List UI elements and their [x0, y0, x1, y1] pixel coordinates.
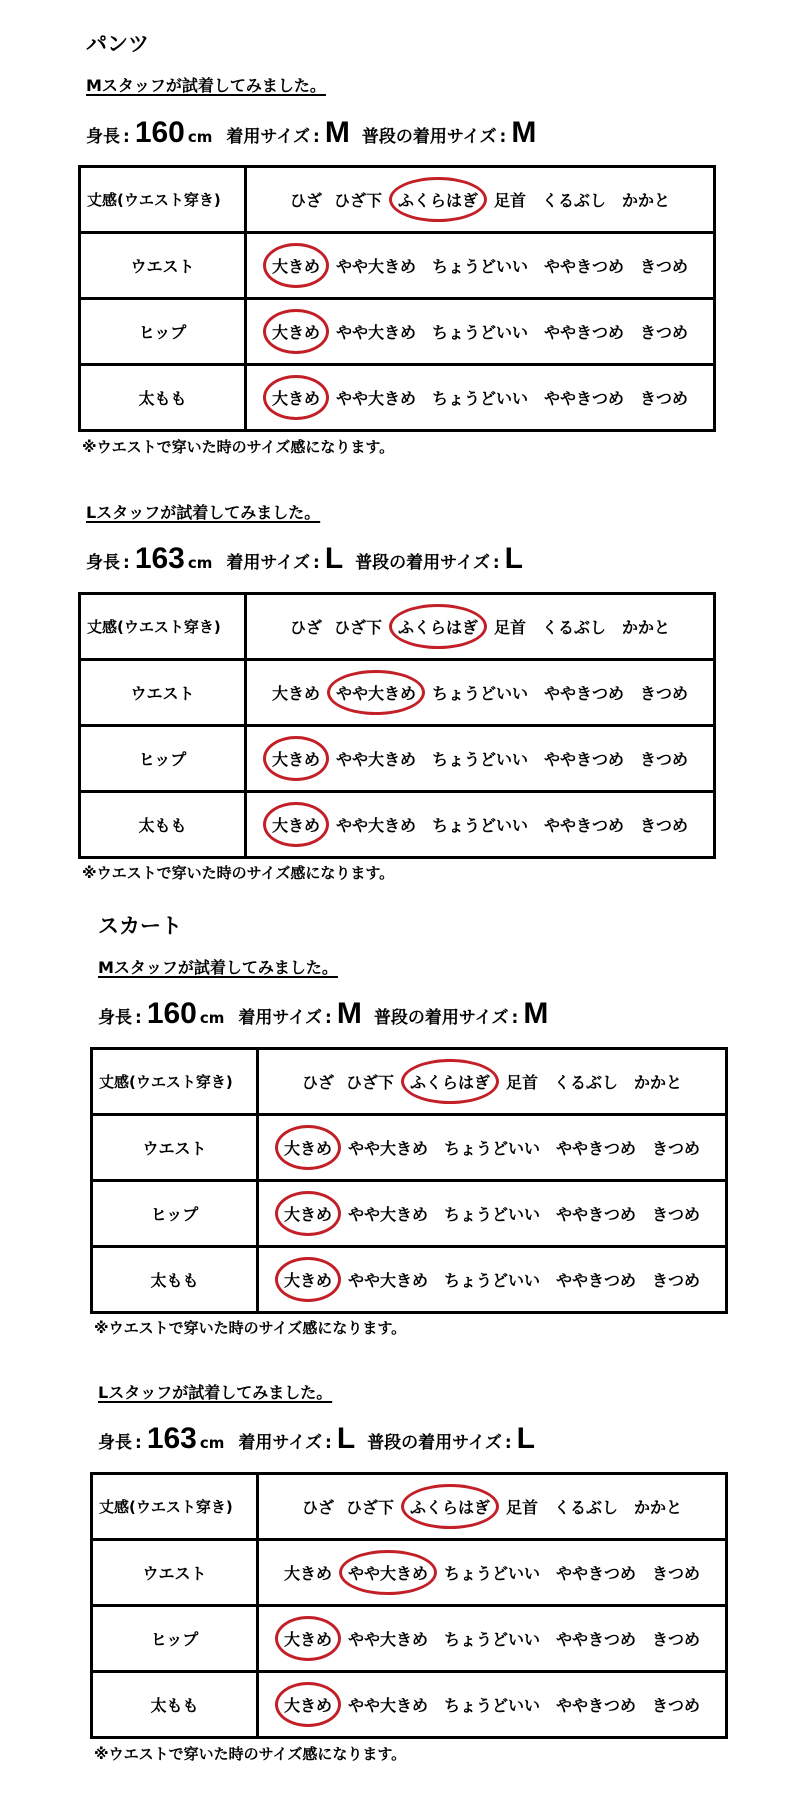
fit-option-selected: 大きめ: [271, 813, 321, 836]
usual-size-value: L: [516, 1422, 535, 1455]
fit-option-list: [259, 1627, 725, 1650]
fit-row: [80, 167, 715, 233]
usual-size-value: M: [523, 997, 549, 1030]
fit-row-label: ウエスト: [92, 1540, 258, 1606]
fit-options: [258, 1606, 727, 1672]
staff-label-text: Lスタッフが試着してみました。: [98, 1383, 333, 1402]
fit-option-selected: 大きめ: [283, 1202, 333, 1225]
fit-row-label: ウエスト: [80, 233, 246, 299]
fit-options: [246, 726, 715, 792]
fit-option: きつめ: [640, 816, 689, 835]
fit-options: [258, 1474, 727, 1540]
fit-option: ややきつめ: [556, 1696, 637, 1715]
fit-row-label: ヒップ: [92, 1606, 258, 1672]
fit-row-label: 太もも: [92, 1247, 258, 1313]
fit-option: ちょうどいい: [443, 1139, 540, 1158]
fit-option: 大きめ: [271, 684, 320, 703]
fit-row-label: ウエスト: [92, 1115, 258, 1181]
fit-row-label: 丈感(ウエスト穿き): [92, 1049, 258, 1115]
fit-option-selected: 大きめ: [271, 386, 321, 409]
fit-note: ※ウエストで穿いた時のサイズ感になります。: [82, 864, 395, 882]
fit-note: ※ウエストで穿いた時のサイズ感になります。: [82, 438, 395, 456]
fit-option: ちょうどいい: [443, 1564, 540, 1583]
fit-options: [246, 792, 715, 858]
size-value: M: [324, 116, 350, 149]
size-value: L: [324, 542, 344, 575]
staff-label: [86, 73, 336, 96]
measurements: 身長 : 163 cm 着用サイズ : L 普段の着用サイズ : L: [86, 542, 523, 575]
fit-option: ちょうどいい: [431, 816, 528, 835]
height-value: 160: [134, 116, 185, 149]
usual-size-value: L: [504, 542, 523, 575]
fit-option: ややきつめ: [544, 684, 625, 703]
fit-option: ややきつめ: [544, 389, 625, 408]
fit-option: きつめ: [652, 1205, 701, 1224]
height-label: 身長: [98, 1008, 132, 1028]
height-unit: cm: [187, 128, 213, 146]
fit-option: ちょうどいい: [431, 257, 528, 276]
measurements: 身長 : 160 cm 着用サイズ : M 普段の着用サイズ : M: [98, 997, 549, 1030]
usual-size-value: M: [511, 116, 537, 149]
fit-option: くるぶし: [554, 1073, 619, 1092]
fit-option: やや大きめ: [347, 1271, 428, 1290]
fit-option: ややきつめ: [556, 1205, 637, 1224]
fit-row: [80, 233, 715, 299]
fit-option-selected: ふくらはぎ: [409, 1495, 491, 1518]
fit-option-list: [247, 254, 713, 277]
fit-option-selected: 大きめ: [271, 747, 321, 770]
usual-size-label: 普段の着用サイズ: [373, 1008, 509, 1028]
fit-option: 足首: [494, 191, 527, 210]
fit-option: ちょうどいい: [443, 1696, 540, 1715]
fit-option-selected: やや大きめ: [335, 681, 417, 704]
fit-option: きつめ: [640, 750, 689, 769]
fit-option: かかと: [622, 618, 671, 637]
fit-option: やや大きめ: [335, 389, 416, 408]
fit-option: ひざ: [301, 1498, 334, 1517]
height-value: 160: [146, 997, 197, 1030]
fit-option-selected: 大きめ: [283, 1268, 333, 1291]
fit-option-list: [247, 188, 713, 211]
height-unit: cm: [199, 1009, 225, 1027]
height-label: 身長: [86, 127, 120, 147]
fit-option: きつめ: [640, 323, 689, 342]
fit-table: [90, 1472, 728, 1739]
fit-option: やや大きめ: [347, 1139, 428, 1158]
fit-option-selected: 大きめ: [271, 254, 321, 277]
usual-size-label: 普段の着用サイズ: [361, 127, 497, 147]
fit-note: ※ウエストで穿いた時のサイズ感になります。: [94, 1745, 407, 1763]
fit-option: ややきつめ: [556, 1139, 637, 1158]
fit-option: きつめ: [652, 1630, 701, 1649]
height-value: 163: [134, 542, 185, 575]
fit-row-label: ウエスト: [80, 660, 246, 726]
measurements: 身長 : 160 cm 着用サイズ : M 普段の着用サイズ : M: [86, 116, 537, 149]
usual-size-label: 普段の着用サイズ: [355, 553, 490, 573]
fit-row-label: 丈感(ウエスト穿き): [92, 1474, 258, 1540]
staff-label-text: Mスタッフが試着してみました。: [98, 958, 338, 977]
fit-row-label: 太もも: [92, 1672, 258, 1738]
fit-option-list: [247, 813, 713, 836]
fit-option: くるぶし: [542, 191, 607, 210]
fit-option: ややきつめ: [544, 257, 625, 276]
fit-row: [80, 299, 715, 365]
fit-row: [80, 594, 715, 660]
fit-row: [80, 792, 715, 858]
fit-option: ちょうどいい: [431, 750, 528, 769]
fit-option-list: [247, 386, 713, 409]
size-value: M: [336, 997, 362, 1030]
fit-row-label: 丈感(ウエスト穿き): [80, 167, 246, 233]
fit-option-list: [247, 681, 713, 704]
fit-option-list: [247, 615, 713, 638]
fit-row: [92, 1540, 727, 1606]
fit-row: [80, 365, 715, 431]
fit-option: きつめ: [640, 684, 689, 703]
usual-size-label: 普段の着用サイズ: [367, 1433, 502, 1453]
fit-options: [258, 1540, 727, 1606]
height-unit: cm: [199, 1434, 225, 1452]
fit-row: [92, 1049, 727, 1115]
height-value: 163: [146, 1422, 197, 1455]
fit-option: やや大きめ: [347, 1696, 428, 1715]
fit-table: [78, 592, 716, 859]
height-label: 身長: [86, 553, 120, 573]
fit-option: ややきつめ: [556, 1564, 637, 1583]
fit-option: やや大きめ: [335, 816, 416, 835]
fit-option: ちょうどいい: [443, 1271, 540, 1290]
staff-label-text: Lスタッフが試着してみました。: [86, 503, 321, 522]
fit-row-label: ヒップ: [80, 726, 246, 792]
fit-option: ひざ: [289, 191, 322, 210]
fit-option-list: [259, 1693, 725, 1716]
staff-label: [98, 955, 348, 978]
fit-option: ひざ: [301, 1073, 334, 1092]
fit-option: 足首: [494, 618, 527, 637]
fit-row: [92, 1474, 727, 1540]
fit-row-label: 丈感(ウエスト穿き): [80, 594, 246, 660]
fit-table: [90, 1047, 728, 1314]
fit-option-list: [259, 1561, 725, 1584]
fit-option-list: [259, 1268, 725, 1291]
fit-option: 大きめ: [283, 1564, 332, 1583]
fit-option-selected: 大きめ: [271, 320, 321, 343]
size-label: 着用サイズ: [226, 127, 311, 147]
staff-label-text: Mスタッフが試着してみました。: [86, 76, 326, 95]
fit-option-selected: ふくらはぎ: [397, 615, 479, 638]
section-title-skirt: スカート: [98, 914, 182, 938]
fit-row: [80, 660, 715, 726]
fit-options: [258, 1115, 727, 1181]
height-unit: cm: [187, 554, 213, 572]
fit-option-selected: ふくらはぎ: [409, 1070, 491, 1093]
fit-option-selected: 大きめ: [283, 1693, 333, 1716]
size-label: 着用サイズ: [238, 1008, 323, 1028]
fit-option: 足首: [506, 1498, 539, 1517]
fit-options: [246, 594, 715, 660]
fit-note: ※ウエストで穿いた時のサイズ感になります。: [94, 1319, 407, 1337]
fit-option: ややきつめ: [544, 323, 625, 342]
staff-label: [86, 500, 330, 523]
fit-option: ややきつめ: [544, 750, 625, 769]
fit-option: ちょうどいい: [431, 684, 528, 703]
fit-option: やや大きめ: [335, 323, 416, 342]
fit-option-list: [247, 320, 713, 343]
fit-options: [246, 365, 715, 431]
fit-option: ちょうどいい: [443, 1205, 540, 1224]
size-label: 着用サイズ: [238, 1433, 323, 1453]
fit-options: [258, 1049, 727, 1115]
fit-row: [92, 1115, 727, 1181]
fit-row: [92, 1672, 727, 1738]
fit-option-list: [259, 1495, 725, 1518]
fit-options: [246, 167, 715, 233]
fit-option: きつめ: [652, 1696, 701, 1715]
fit-table: [78, 165, 716, 432]
fit-option: ひざ下: [333, 191, 382, 210]
fit-option: やや大きめ: [335, 257, 416, 276]
fit-options: [258, 1181, 727, 1247]
fit-row: [92, 1181, 727, 1247]
fit-row-label: ヒップ: [92, 1181, 258, 1247]
fit-option: ややきつめ: [544, 816, 625, 835]
fit-row: [92, 1606, 727, 1672]
fit-option: きつめ: [652, 1564, 701, 1583]
fit-options: [246, 660, 715, 726]
fit-row-label: ヒップ: [80, 299, 246, 365]
fit-option: ちょうどいい: [431, 389, 528, 408]
fit-option-list: [259, 1136, 725, 1159]
fit-options: [258, 1672, 727, 1738]
fit-option: きつめ: [640, 389, 689, 408]
fit-option: ひざ下: [333, 618, 382, 637]
fit-option: くるぶし: [542, 618, 607, 637]
fit-row-label: 太もも: [80, 792, 246, 858]
fit-option-selected: 大きめ: [283, 1136, 333, 1159]
fit-option: くるぶし: [554, 1498, 619, 1517]
fit-options: [246, 299, 715, 365]
measurements: 身長 : 163 cm 着用サイズ : L 普段の着用サイズ : L: [98, 1422, 535, 1455]
fit-option: ひざ下: [345, 1498, 394, 1517]
fit-option: かかと: [634, 1498, 683, 1517]
fit-option-list: [259, 1202, 725, 1225]
size-label: 着用サイズ: [226, 553, 311, 573]
height-label: 身長: [98, 1433, 132, 1453]
fit-option-list: [259, 1070, 725, 1093]
fit-option: ちょうどいい: [431, 323, 528, 342]
fit-row: [92, 1247, 727, 1313]
fit-option-list: [247, 747, 713, 770]
fit-option: きつめ: [640, 257, 689, 276]
fit-option: ややきつめ: [556, 1630, 637, 1649]
fit-row: [80, 726, 715, 792]
fit-option: きつめ: [652, 1271, 701, 1290]
fit-row-label: 太もも: [80, 365, 246, 431]
fit-option-selected: やや大きめ: [347, 1561, 429, 1584]
size-value: L: [336, 1422, 356, 1455]
fit-option-selected: ふくらはぎ: [397, 188, 479, 211]
fit-option: ひざ下: [345, 1073, 394, 1092]
section-title-pants: パンツ: [86, 32, 149, 56]
fit-option: かかと: [622, 191, 671, 210]
fit-option: 足首: [506, 1073, 539, 1092]
fit-option: ちょうどいい: [443, 1630, 540, 1649]
fit-option: かかと: [634, 1073, 683, 1092]
fit-option: やや大きめ: [347, 1630, 428, 1649]
fit-options: [246, 233, 715, 299]
fit-option: ひざ: [289, 618, 322, 637]
fit-option: やや大きめ: [335, 750, 416, 769]
fit-option: ややきつめ: [556, 1271, 637, 1290]
fit-options: [258, 1247, 727, 1313]
staff-label: [98, 1380, 342, 1403]
fit-option: やや大きめ: [347, 1205, 428, 1224]
fit-option-selected: 大きめ: [283, 1627, 333, 1650]
fit-option: きつめ: [652, 1139, 701, 1158]
